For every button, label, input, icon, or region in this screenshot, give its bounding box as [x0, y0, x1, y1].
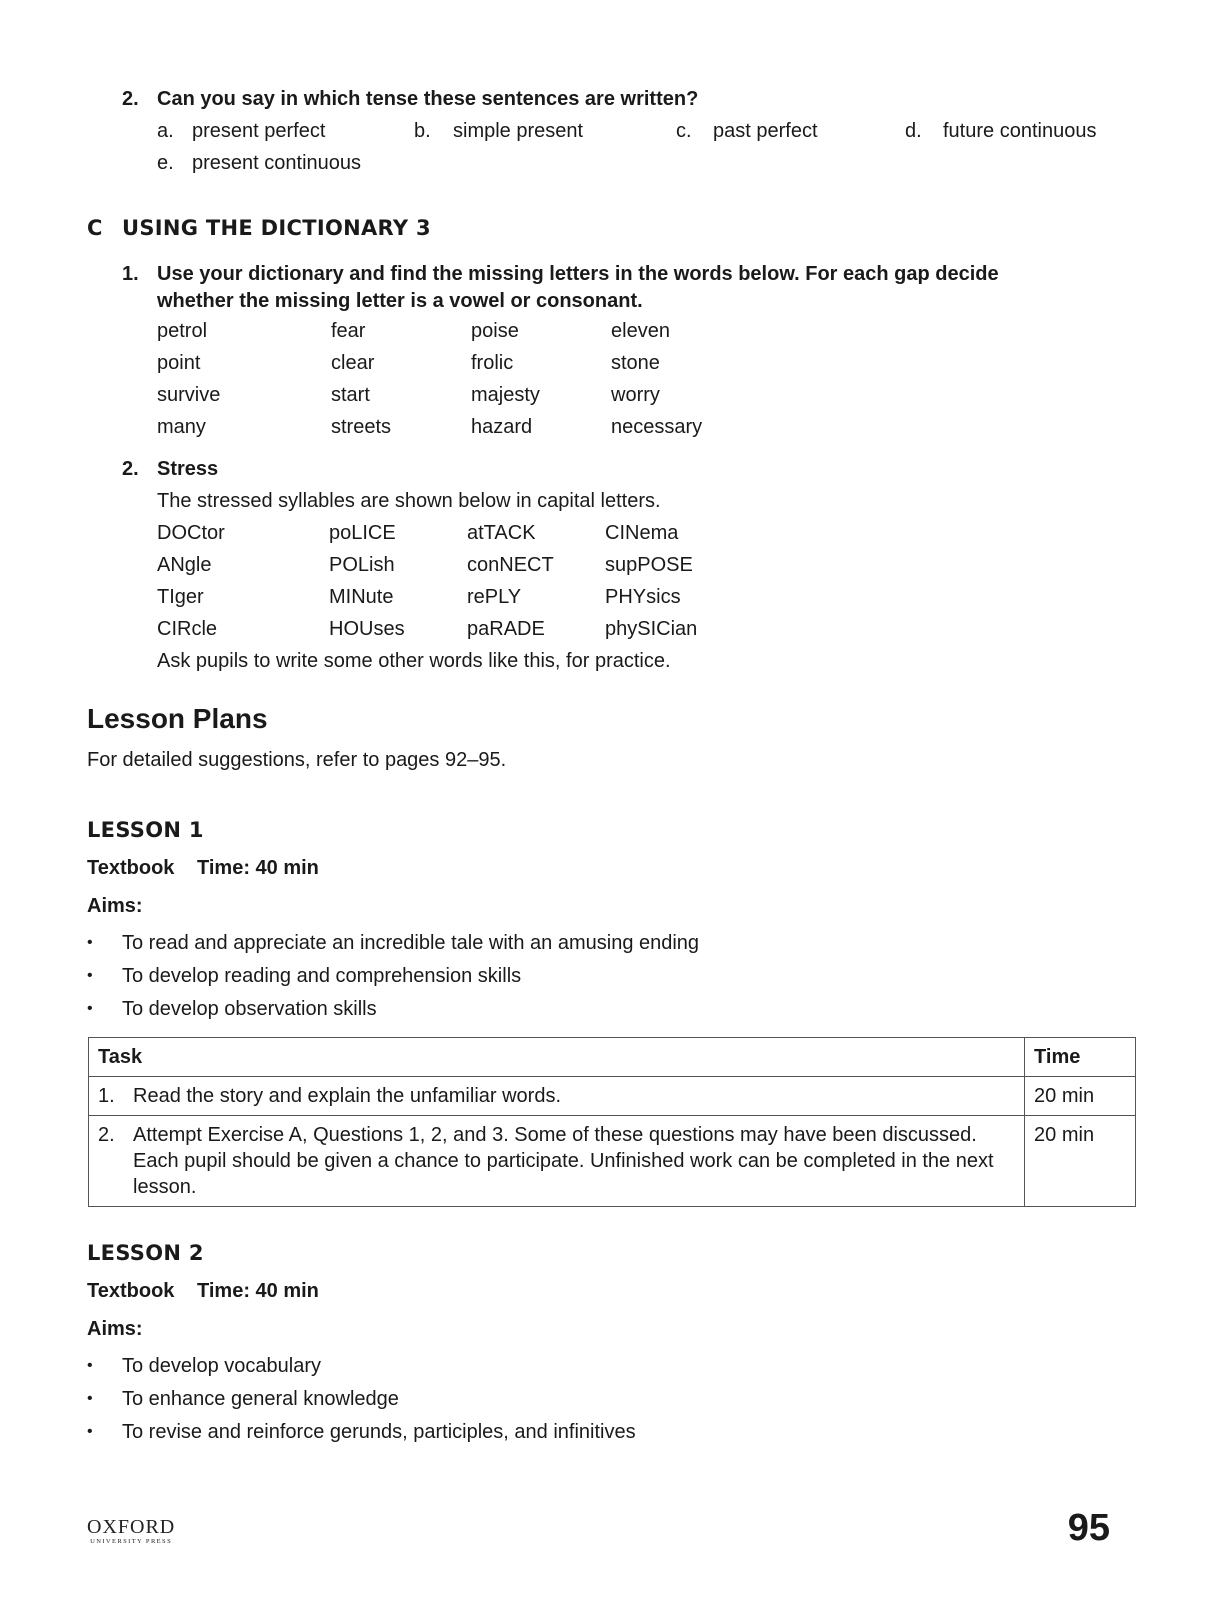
page-number: 95: [1067, 1507, 1110, 1549]
bullet-dot: •: [87, 1000, 93, 1017]
word-cell: paRADE: [467, 618, 545, 640]
task-text: Read the story and explain the unfamiliar words.: [133, 1085, 562, 1107]
word-cell: rePLY: [467, 586, 522, 608]
lesson-time: Time: 40 min: [197, 1280, 319, 1302]
time-header: Time: [1025, 1038, 1136, 1077]
word-cell: TIger: [157, 586, 204, 608]
aim-item: To enhance general knowledge: [122, 1388, 399, 1410]
aim-item: To develop reading and comprehension skills: [122, 965, 522, 987]
word-cell: CIRcle: [157, 618, 218, 640]
word-cell: start: [331, 384, 370, 406]
word-cell: hazard: [471, 416, 533, 438]
item-number: 1.: [122, 263, 139, 285]
instruction-line: Use your dictionary and find the missing letters in the words below. For each gap decide: [157, 263, 999, 285]
option-text: present continuous: [192, 152, 362, 174]
word-cell: supPOSE: [605, 554, 693, 576]
option-letter: c.: [676, 120, 692, 142]
task-number: 2.: [98, 1124, 115, 1146]
bullet-dot: •: [87, 1390, 93, 1407]
item-number: 2.: [122, 458, 139, 480]
word-cell: streets: [331, 416, 392, 438]
bullet-dot: •: [87, 1357, 93, 1374]
lesson-title: LESSON 2: [87, 1241, 204, 1265]
time-cell: 20 min: [1025, 1116, 1136, 1207]
option-letter: e.: [157, 152, 174, 174]
aim-item: To develop observation skills: [122, 998, 377, 1020]
word-cell: necessary: [611, 416, 703, 438]
aim-item: To revise and reinforce gerunds, participles, and infinitives: [122, 1421, 636, 1443]
question-text: Can you say in which tense these sentences are written?: [157, 88, 699, 110]
task-cell: [89, 1116, 1025, 1207]
item-intro: The stressed syllables are shown below in capital letters.: [157, 490, 661, 512]
item-title: Stress: [157, 458, 219, 480]
task-header: Task: [89, 1038, 1025, 1077]
word-cell: HOUses: [329, 618, 405, 640]
word-cell: DOCtor: [157, 522, 225, 544]
word-cell: frolic: [471, 352, 514, 374]
word-cell: worry: [611, 384, 660, 406]
word-cell: poLICE: [329, 522, 396, 544]
instruction-line: whether the missing letter is a vowel or consonant.: [157, 290, 643, 312]
word-cell: clear: [331, 352, 375, 374]
task-number: 1.: [98, 1085, 115, 1107]
word-cell: majesty: [471, 384, 540, 406]
task-cell: [89, 1077, 1025, 1116]
word-cell: stone: [611, 352, 660, 374]
task-text: Attempt Exercise A, Questions 1, 2, and 3. Some of these questions may have been discussed. Each pupil should be given a chance to participate. Unfinished work can be completed in the next lesson.: [133, 1124, 994, 1198]
table-row: [89, 1116, 1136, 1207]
word-cell: point: [157, 352, 201, 374]
logo-sub: UNIVERSITY PRESS: [90, 1538, 173, 1545]
aim-item: To read and appreciate an incredible tale with an amusing ending: [122, 932, 700, 954]
word-cell: ANgle: [157, 554, 212, 576]
task-table: [88, 1037, 1136, 1207]
section-letter: C: [87, 216, 103, 240]
bullet-dot: •: [87, 1423, 93, 1440]
oxford-logo: [87, 1517, 175, 1547]
word-cell: CINema: [605, 522, 679, 544]
table-row: [89, 1077, 1136, 1116]
logo-main: OXFORD: [87, 1516, 176, 1538]
lesson-resource: Textbook: [87, 857, 175, 879]
lesson-title: LESSON 1: [87, 818, 204, 842]
word-cell: eleven: [611, 320, 670, 342]
option-letter: a.: [157, 120, 174, 142]
word-cell: POLish: [329, 554, 395, 576]
aims-label: Aims:: [87, 1318, 143, 1340]
bullet-dot: •: [87, 934, 93, 951]
word-cell: fear: [331, 320, 366, 342]
lesson-plans-title: Lesson Plans: [87, 703, 268, 734]
option-text: present perfect: [192, 120, 326, 142]
word-cell: PHYsics: [605, 586, 681, 608]
option-text: past perfect: [713, 120, 818, 142]
option-letter: d.: [905, 120, 922, 142]
question-number: 2.: [122, 88, 139, 110]
word-cell: many: [157, 416, 206, 438]
option-letter: b.: [414, 120, 431, 142]
word-cell: MINute: [329, 586, 394, 608]
lesson-time: Time: 40 min: [197, 857, 319, 879]
word-cell: phySICian: [605, 618, 698, 640]
word-cell: poise: [471, 320, 519, 342]
practice-note: Ask pupils to write some other words like this, for practice.: [157, 650, 671, 672]
aims-label: Aims:: [87, 895, 143, 917]
time-cell: 20 min: [1025, 1077, 1136, 1116]
word-cell: atTACK: [467, 522, 536, 544]
word-cell: petrol: [157, 320, 208, 342]
table-header-row: [89, 1038, 1136, 1077]
lesson-plans-subtitle: For detailed suggestions, refer to pages 92–95.: [87, 749, 507, 771]
bullet-dot: •: [87, 967, 93, 984]
section-title: USING THE DICTIONARY 3: [122, 216, 431, 240]
option-text: simple present: [453, 120, 584, 142]
word-cell: survive: [157, 384, 221, 406]
lesson-resource: Textbook: [87, 1280, 175, 1302]
word-cell: conNECT: [467, 554, 554, 576]
aim-item: To develop vocabulary: [122, 1355, 322, 1377]
option-text: future continuous: [943, 120, 1097, 142]
